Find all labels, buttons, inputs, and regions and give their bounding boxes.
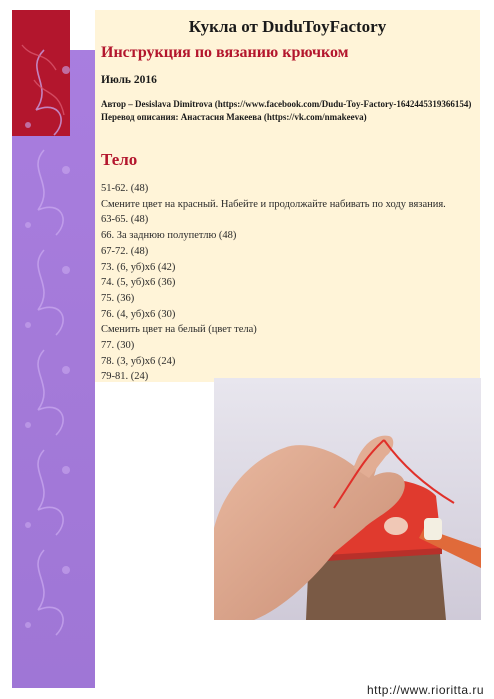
document-date: Июль 2016 (101, 74, 157, 86)
instruction-line: 78. (3, уб)х6 (24) (101, 355, 176, 367)
instruction-line: 73. (6, уб)х6 (42) (101, 261, 176, 273)
instruction-line: 77. (30) (101, 340, 135, 352)
crochet-photo (214, 378, 481, 620)
instruction-line: 51-62. (48) (101, 183, 149, 194)
instruction-line: Смените цвет на красный. Набейте и продолжайте набивать по ходу вязания. (101, 198, 446, 210)
instruction-line: 79-81. (24) (101, 371, 149, 383)
instruction-line: Сменить цвет на белый (цвет тела) (101, 324, 257, 336)
credits-block (101, 98, 473, 124)
document-title: Кукла от DuduToyFactory (188, 17, 387, 36)
watermark-url: http://www.rioritta.ru (366, 683, 484, 697)
instruction-line: 66. За заднюю полупетлю (48) (101, 230, 237, 242)
instruction-line: 74. (5, уб)х6 (36) (101, 277, 176, 289)
section-title: Тело (101, 150, 138, 169)
floral-ornament (14, 40, 92, 680)
translator-line: Перевод описания: Анастасия Макеева (https://vk.com/nmakeeva) (101, 112, 367, 122)
author-line: Автор – Desislava Dimitrova (https://www.facebook.com/Dudu-Toy-Factory-1642445319366154) (101, 99, 472, 109)
document-subtitle: Инструкция по вязанию крючком (101, 44, 349, 61)
instruction-line: 63-65. (48) (101, 214, 149, 226)
instruction-line: 75. (36) (101, 292, 135, 304)
instruction-line: 67-72. (48) (101, 245, 149, 257)
instruction-line: 76. (4, уб)х6 (30) (101, 308, 176, 320)
instruction-list (101, 181, 479, 385)
